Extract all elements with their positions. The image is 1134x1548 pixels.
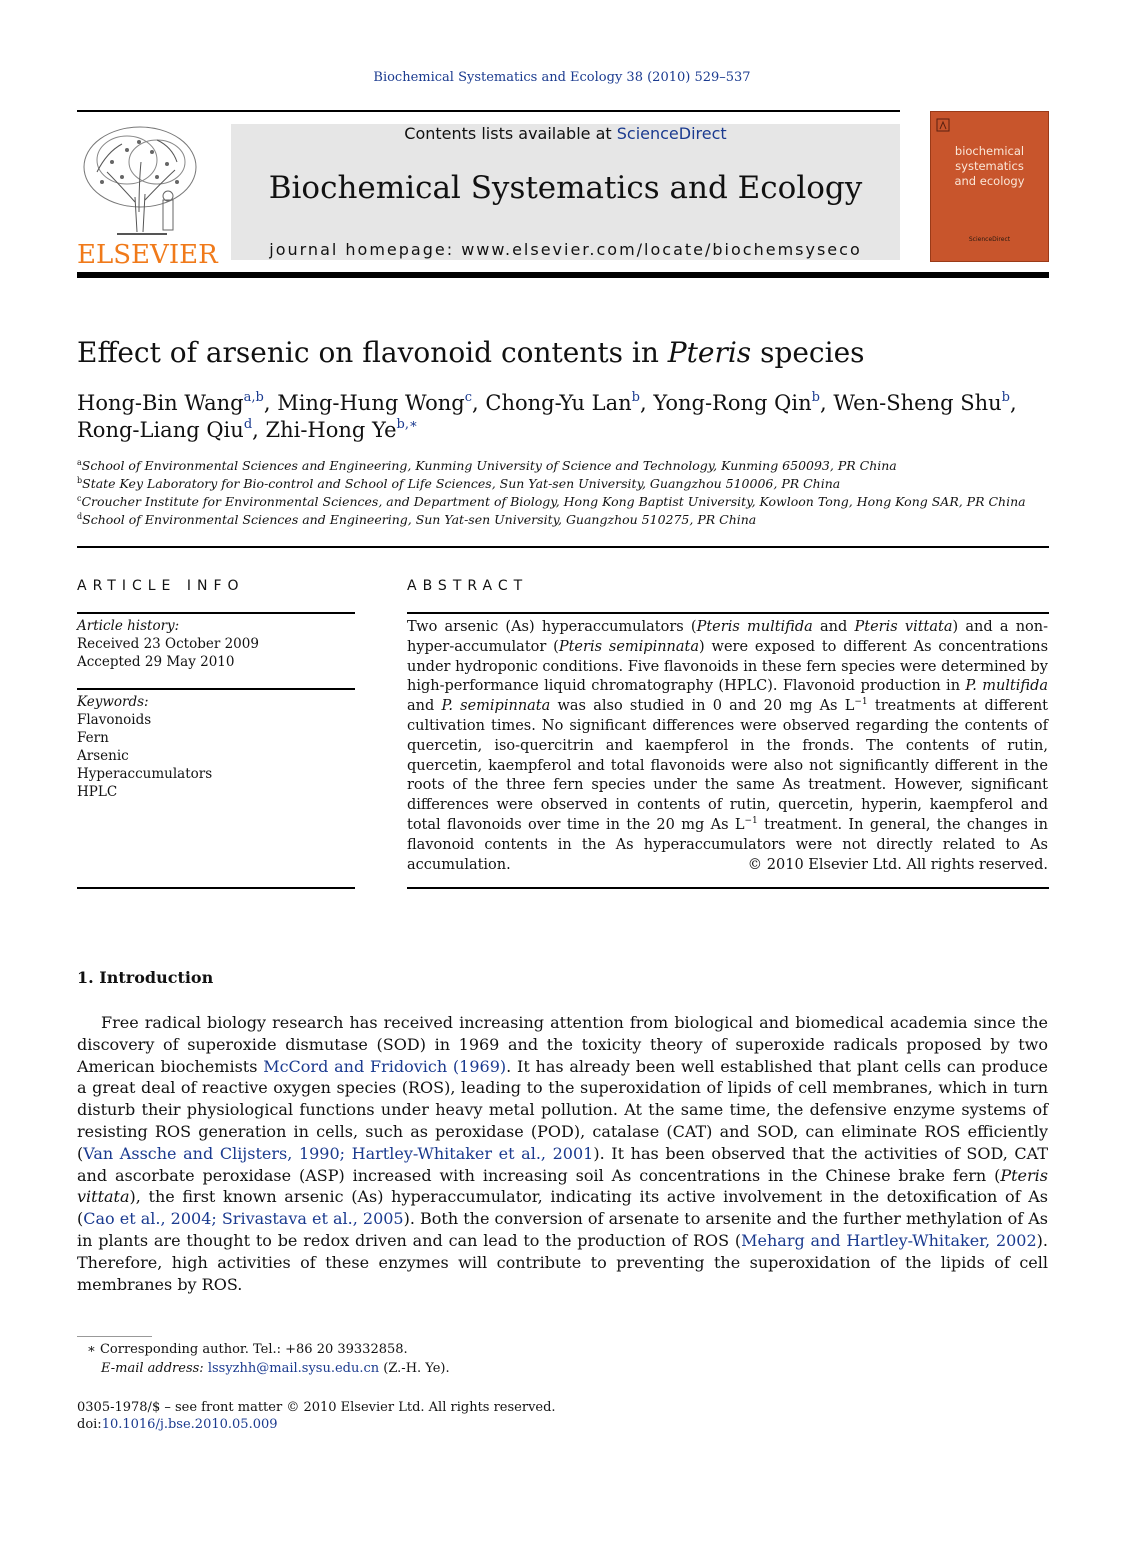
top-rule <box>77 110 900 112</box>
keyword: Fern <box>77 730 109 746</box>
history-rule <box>77 688 355 690</box>
author-affil-link[interactable]: b <box>1001 390 1010 405</box>
cover-title <box>930 144 1049 189</box>
keyword: HPLC <box>77 784 118 800</box>
author-name: Chong-Yu Lan <box>485 391 632 415</box>
keyword: Flavonoids <box>77 712 152 728</box>
keyword: Arsenic <box>77 748 129 764</box>
abstract-rule <box>407 612 1049 614</box>
affiliation-item: $^b$State Key Laboratory for Bio-control and School of Life Sciences, Sun Yat-sen University, Guangzhou 510006, PR China <box>77 476 841 491</box>
contents-prefix: Contents lists available at <box>404 124 617 143</box>
affiliation-item: $^a$School of Environmental Sciences and Engineering, Kunming University of Science and Technology, Kunming 650093, PR China <box>77 458 897 473</box>
contents-availability <box>231 124 900 143</box>
citation-link[interactable]: Cao et al., 2004; Srivastava et al., 2005 <box>83 1209 404 1229</box>
email-link[interactable]: lssyzhh@mail.sysu.edu.cn <box>207 1361 380 1376</box>
journal-title: Biochemical Systematics and Ecology <box>268 170 863 206</box>
affiliation-item: $^c$Croucher Institute for Environmental Sciences, and Department of Biology, Hong Kong Baptist University, Kowloon Tong, Hong Kong SAR, PR China <box>77 494 1026 509</box>
doi-line: doi:10.1016/j.bse.2010.05.009 <box>77 1417 278 1432</box>
cover-line: biochemical <box>954 144 1025 158</box>
cover-line: and ecology <box>954 174 1025 188</box>
corresponding-author-note: ∗ Corresponding author. Tel.: +86 20 39332858. <box>87 1342 408 1357</box>
journal-citation-link[interactable]: Biochemical Systematics and Ecology 38 (2010) 529–537 <box>373 70 751 85</box>
affiliation-rule <box>77 546 1049 548</box>
article-info-bottom-rule <box>77 887 355 889</box>
abstract-heading: ABSTRACT <box>407 578 529 594</box>
author-name: Hong-Bin Wang <box>77 391 244 415</box>
affiliation-item: $^d$School of Environmental Sciences and Engineering, Sun Yat-sen University, Guangzhou 510275, PR China <box>77 512 757 527</box>
cover-footer: ScienceDirect <box>968 236 1011 243</box>
doi-link[interactable]: 10.1016/j.bse.2010.05.009 <box>101 1417 278 1432</box>
keyword: Hyperaccumulators <box>77 766 213 782</box>
author-affil-link[interactable]: b <box>631 390 640 405</box>
article-info-heading: ARTICLE INFO <box>77 578 245 594</box>
author-affil-link[interactable]: b <box>811 390 820 405</box>
introduction-heading: 1. Introduction <box>77 968 214 987</box>
affiliations <box>77 457 1037 529</box>
keywords-label: Keywords: <box>77 694 149 710</box>
journal-homepage-link[interactable]: journal homepage: www.elsevier.com/locate/biochemsyseco <box>269 240 862 259</box>
history-label: Article history: <box>77 618 180 634</box>
title-genus: Pteris <box>667 336 752 369</box>
author-name: Wen-Sheng Shu <box>833 391 1002 415</box>
article-info-rule <box>77 612 355 614</box>
author-name: Rong-Liang Qiu <box>77 418 244 442</box>
citation-link[interactable]: McCord and Fridovich (1969) <box>263 1056 507 1076</box>
author-name: Yong-Rong Qin <box>653 391 812 415</box>
cover-elsevier-icon <box>936 118 950 132</box>
author-name: Zhi-Hong Ye <box>265 418 397 442</box>
header-rule <box>77 272 1049 278</box>
cover-line: systematics <box>955 159 1024 173</box>
author-affil-link[interactable]: c <box>464 390 473 405</box>
received-date: Received 23 October 2009 <box>77 636 259 652</box>
keywords-block <box>77 693 212 801</box>
author-affil-link[interactable]: b,∗ <box>396 417 418 432</box>
article-history <box>77 617 259 671</box>
issn-line: 0305-1978/$ – see front matter © 2010 Elsevier Ltd. All rights reserved. <box>77 1400 556 1415</box>
abstract-copyright: © 2010 Elsevier Ltd. All rights reserved. <box>747 857 1048 873</box>
article-title: Effect of arsenic on flavonoid contents in Pteris species <box>77 336 865 369</box>
author-list: Hong-Bin Wang$^{a,b}$, Ming-Hung Wong$^c$, Chong-Yu Lan$^b$, Yong-Rong Qin$^b$, Wen-Sheng Shu$^b$, Rong-Liang Qiu$^d$, Zhi-Hong $Ye^{b,∗}$ <box>77 390 1017 442</box>
citation-link[interactable]: Meharg and Hartley-Whitaker, 2002 <box>741 1230 1037 1250</box>
email-note: E-mail address: lssyzhh@mail.sysu.edu.cn (Z.-H. Ye). <box>101 1361 450 1376</box>
sciencedirect-link[interactable]: ScienceDirect <box>616 124 727 143</box>
author-name: Ming-Hung Wong <box>277 391 465 415</box>
introduction-paragraph: Free radical biology research has received increasing attention from biological and biomedical academia since the discovery of superoxide dismutase (SOD) in 1969 and the toxicity theory of superoxide radicals proposed by two American biochemists McCord and Fridovich (1969). It has already been well established that plant cells can produce a great deal of reactive oxygen species (ROS), leading to the superoxidation of lipids of cell membranes, which in turn disturb their physiological functions under heavy metal pollution. At the same time, the defensive enzyme systems of resisting ROS generation in cells, such as peroxidase (POD), catalase (CAT) and SOD, can eliminate ROS efficiently (Van Assche and Clijsters, 1990; Hartley-Whitaker et al., 2001). It has been observed that the activities of SOD, CAT and ascorbate peroxidase (ASP) increased with increasing soil As concentrations in the Chinese brake fern (Pteris vittata), the first known arsenic (As) hyperaccumulator, indicating its active involvement in the detoxification of As (Cao et al., 2004; Srivastava et al., 2005). Both the conversion of arsenate to arsenite and the further methylation of As in plants are thought to be redox driven and can lead to the production of ROS (Meharg and Hartley-Whitaker, 2002). Therefore, high activities of these enzymes will contribute to preventing the superoxidation of the lipids of cell membranes by ROS. <box>77 1013 1049 1294</box>
author-affil-link[interactable]: a,b <box>243 390 264 405</box>
elsevier-wordmark: ELSEVIER <box>77 240 218 270</box>
footnote-rule <box>77 1336 152 1337</box>
abstract-bottom-rule <box>407 887 1049 889</box>
author-affil-link[interactable]: d <box>243 417 253 432</box>
abstract-text: Two arsenic (As) hyperaccumulators (Pteris multifida and Pteris vittata) and a non-hyper-accumulator (Pteris semipinnata) were exposed to different As concentrations under hydroponic conditions. Five flavonoids in these fern species were determined by high-performance liquid chromatography (HPLC). Flavonoid production in P. multifida and P. semipinnata was also studied in 0 and 20 mg As $L^{-1}$ treatments at different cultivation times. No significant differences were observed regarding the contents of quercetin, iso-quercitrin and kaempferol in the fronds. The contents of rutin, quercetin, kaempferol and total flavonoids were also not significantly different in the roots of the three fern species under the same As treatment. However, significant differences were observed in contents of rutin, quercetin, hyperin, kaempferol and total flavonoids over time in the 20 mg As $L^{-1}$ treatment. In general, the changes in flavonoid contents in the As hyperaccumulators were not directly related to As accumulation. <box>407 619 1049 873</box>
citation-link[interactable]: Van Assche and Clijsters, 1990; Hartley-Whitaker et al., 2001 <box>83 1143 594 1163</box>
accepted-date: Accepted 29 May 2010 <box>77 654 235 670</box>
